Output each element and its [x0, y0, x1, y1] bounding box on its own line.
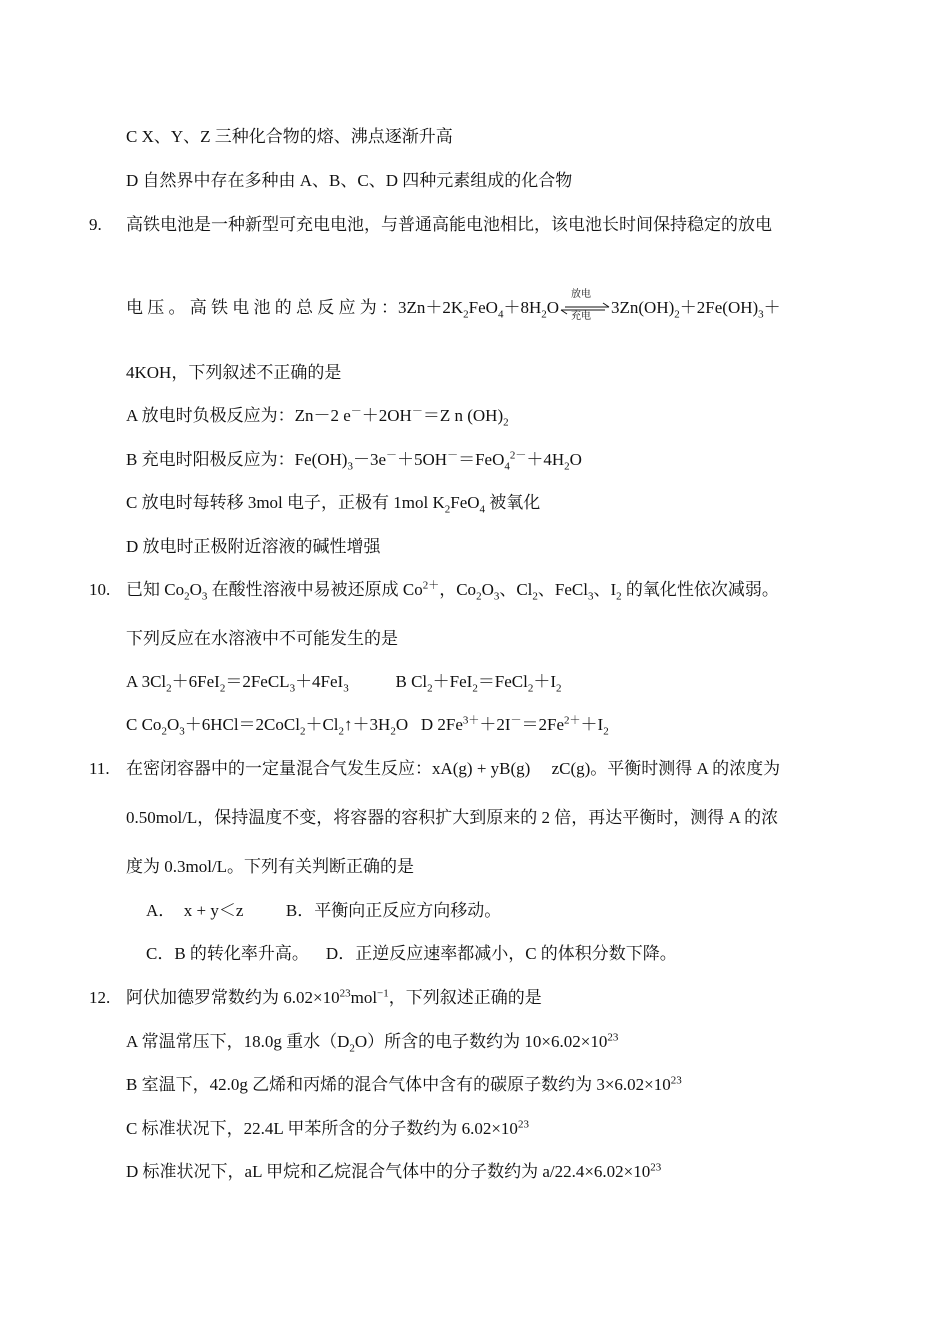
q11-number: 11.: [89, 759, 110, 778]
q12-option-a: A 常温常压下，18.0g 重水$(D_2O)$所含的电子数约为 $10\times 6.02\times 10^{23}$: [126, 1031, 619, 1055]
q10-options-ab: A $3Cl_2+6FeI_2=2FeCL_3+4FeI_3$ B $Cl_2+FeI_2=FeCl_2+I_2$: [126, 672, 562, 695]
q11-options-cd: C．B 的转化率升高。 D．正逆反应速率都减小，C 的体积分数下降。: [146, 944, 677, 963]
arrow-label-charge: 充电: [571, 311, 592, 323]
q8-option-d: D 自然界中存在多种由 A、B、C、D 四种元素组成的化合物: [126, 171, 573, 190]
q12-option-b-text: B 室温下，42.0g 乙烯和丙烯的混合气体中含有的碳原子数约为 3×6.02×10: [126, 1075, 671, 1094]
q9-stem-line1: 高铁电池是一种新型可充电电池，与普通高能电池相比，该电池长时间保持稳定的放电: [126, 215, 772, 234]
q10-number: 10.: [89, 580, 111, 599]
q12-stem-unit-exponent: −1: [377, 987, 389, 1000]
reversible-arrow-icon: [559, 289, 611, 323]
q11-options-ab: A． x + y＜z B．平衡向正反应方向移动。: [146, 901, 502, 920]
q12-option-d-exponent: 23: [650, 1161, 662, 1174]
q12-option-b: [126, 1074, 682, 1096]
q12-option-d-text: D 标准状况下，aL 甲烷和乙烷混合气体中的分子数约为 a/22.4×6.02×10: [126, 1162, 651, 1181]
q9-option-c: C 放电时每转移 3mol 电子，正极有 1mol $K_2FeO_4$ 被氧化: [126, 493, 541, 516]
q12-option-a-exponent: 23: [607, 1031, 619, 1044]
q9-stem-line3: 4KOH，下列叙述不正确的是: [126, 363, 342, 382]
arrow-label-discharge: 放电: [571, 289, 592, 301]
q12-stem-prefix: 阿伏加德罗常数约为 6.02×10: [126, 988, 340, 1007]
q12-stem-unit: mol: [350, 988, 378, 1007]
q9-number: 9.: [89, 215, 102, 234]
q12-option-b-exponent: 23: [670, 1074, 682, 1087]
q11-stem-line2: 0.50mol/L，保持温度不变，将容器的容积扩大到原来的 2 倍，再达平衡时，测得 A 的浓: [126, 808, 779, 827]
q12-option-a-text2: O）所含的电子数约为 10×6.02×10: [354, 1032, 608, 1051]
q9-stem-prefix: 电 压 。 高 铁 电 池 的 总 反 应 为 ：: [126, 298, 398, 317]
q12-stem-exponent: 23: [339, 987, 351, 1000]
q11-stem-line1: 在密闭容器中的一定量混合气发生反应：xA(g) + yB(g) zC(g)。平衡时测得 A 的浓度为: [126, 759, 781, 778]
q9-stem-line2: 电 压 。 高 铁 电 池 的 总 反 应 为 ：$3Zn+2K_2FeO_4+8H_2O$ 放电 充电 $3Zn(OH)_2+2Fe(OH)_3+$: [126, 297, 781, 320]
q12-option-c-exponent: 23: [517, 1118, 529, 1131]
q10-stem-line2: 下列反应在水溶液中不可能发生的是: [126, 629, 398, 648]
q9-option-c-text: C 放电时每转移 3mol 电子，正极有 1mol K: [126, 493, 445, 512]
q9-option-a: A 放电时负极反应为：Zn－2 e－＋2OH－＝Z n $(OH)_2$: [126, 405, 509, 429]
q12-stem: [126, 987, 542, 1009]
q12-stem-suffix: ，下列叙述正确的是: [388, 988, 542, 1007]
q10-stem-line1: 已知 $Co_2O_3$ 在酸性溶液中易被还原成 $Co^{2+}$，$Co_2O_3$、$Cl_2$、FeCl$_3$、$I_2$ 的氧化性依次减弱。: [126, 579, 779, 603]
q9-option-b: B 充电时阳极反应为：$Fe(OH)_3-3e^-+5OH^-=FeO_4^{2-}+4H_2O$: [126, 449, 582, 473]
q8-option-c: C X、Y、Z 三种化合物的熔、沸点逐渐升高: [126, 127, 453, 146]
q9-option-c-suffix: 被氧化: [489, 493, 541, 512]
q11-stem-line3: 度为 0.3mol/L。下列有关判断正确的是: [126, 857, 415, 876]
q10-options-cd: C $Co_2O_3+6HCl=2CoCl_2+Cl_2↑+3H_2O$ D $2Fe^{3+}+2I^-=2Fe^{2+}+I_2$: [126, 714, 609, 738]
q12-option-c: [126, 1118, 529, 1140]
q12-option-a-text: A 常温常压下，18.0g 重水（D: [126, 1032, 350, 1051]
q12-option-d: [126, 1161, 661, 1183]
q9-option-d: D 放电时正极附近溶液的碱性增强: [126, 537, 381, 556]
q12-option-c-text: C 标准状况下，22.4L 甲苯所含的分子数约为 6.02×10: [126, 1119, 518, 1138]
q12-number: 12.: [89, 988, 111, 1007]
